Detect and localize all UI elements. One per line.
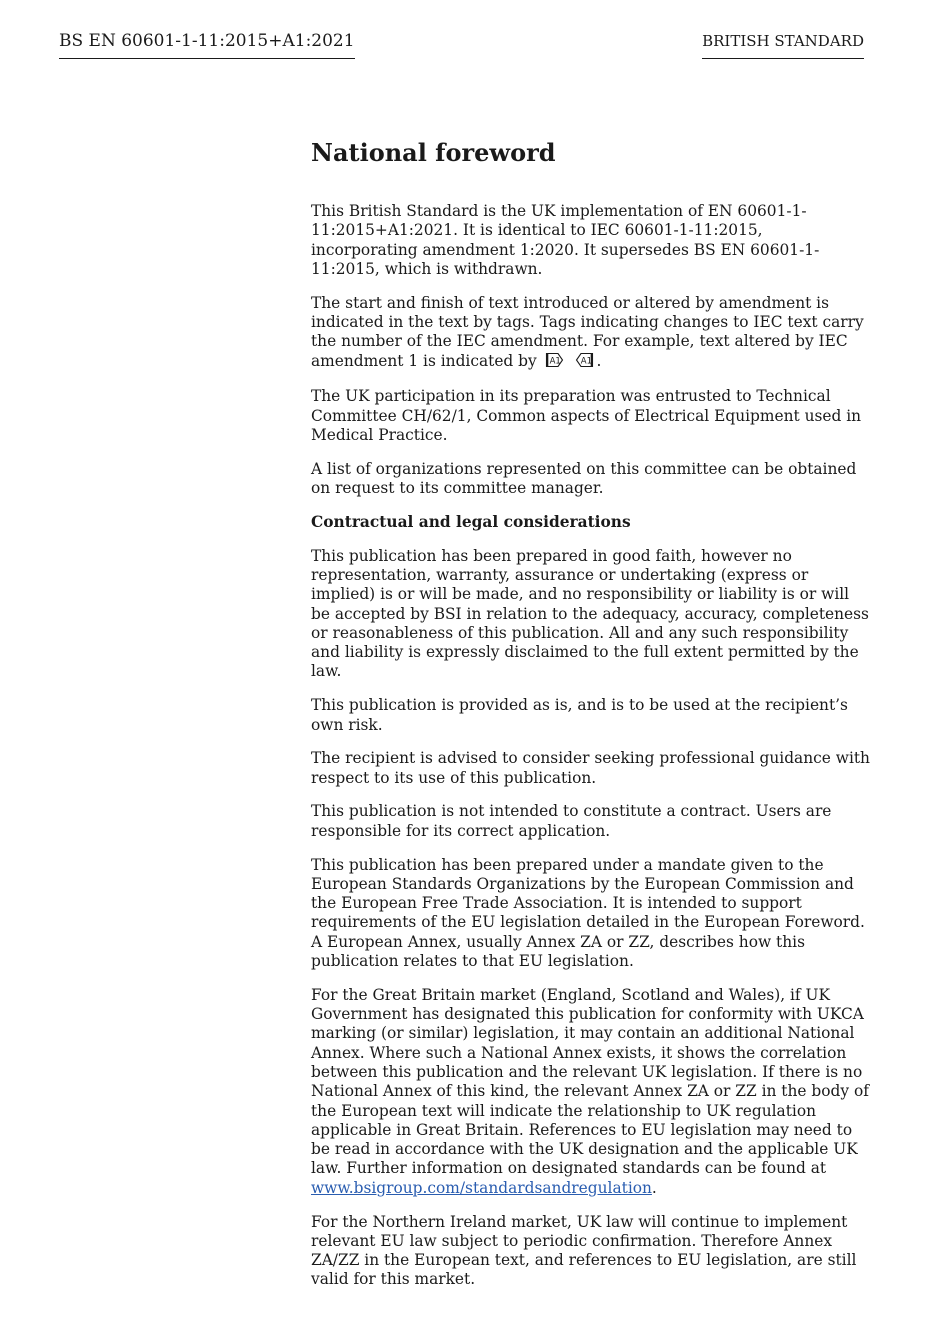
amendment-tags-end: . xyxy=(596,351,602,370)
amendment-open-tag-label: A1 xyxy=(549,356,561,367)
paragraph-northern-ireland: For the Northern Ireland market, UK law will continue to implement relevant EU law subject to periodic confirmation. Therefore Annex ZA/ZZ in the European text, and references to EU legislation, are still valid for this market. xyxy=(311,1212,857,1289)
amendment-open-tag-icon xyxy=(545,352,564,373)
amendment-close-tag-label: A1 xyxy=(580,356,592,367)
amendment-close-tag-icon xyxy=(575,352,594,373)
document-type: BRITISH STANDARD xyxy=(702,30,864,59)
foreword-body xyxy=(311,138,871,1304)
paragraph-guidance: The recipient is advised to consider seeking professional guidance with respect to its use of this publication. xyxy=(311,749,870,787)
paragraph-own-risk: This publication is provided as is, and is to be used at the recipient’s own risk. xyxy=(311,696,848,734)
paragraph-mandate: This publication has been prepared under a mandate given to the European Standards Organizations by the European Commission and the European Free Trade Association. It is intended to support requirements of the EU legislation detailed in the European Foreword. A European Annex, usually Annex ZA or ZZ, describes how this publication relates to that EU legislation. xyxy=(311,855,865,970)
paragraph-implementation: This British Standard is the UK implementation of EN 60601-1-11:2015+A1:2021. It is identical to IEC 60601-1-11:2015, incorporating amendment 1:2020. It supersedes BS EN 60601-1-11:2015, which is withdrawn. xyxy=(311,202,820,278)
bsi-standards-link[interactable]: www.bsigroup.com/standardsandregulation xyxy=(311,1178,652,1197)
paragraph-committee: The UK participation in its preparation was entrusted to Technical Committee CH/62/1, Common aspects of Electrical Equipment used in Medical Practice. xyxy=(311,387,862,444)
paragraph-amendment-tags xyxy=(311,294,871,373)
great-britain-end: . xyxy=(651,1178,657,1197)
paragraph-not-contract: This publication is not intended to constitute a contract. Users are responsible for its correct application. xyxy=(311,802,832,840)
document-id: BS EN 60601-1-11:2015+A1:2021 xyxy=(59,30,355,59)
page-title: National foreword xyxy=(311,138,556,167)
paragraph-good-faith: This publication has been prepared in good faith, however no representation, warranty, assurance or undertaking (express or implied) is or will be made, and no responsibility or liability is or will be accepted by BSI in relation to the adequacy, accuracy, completeness or reasonableness of this publication. All and any such responsibility and liability is expressly disclaimed to the full extent permitted by the law. xyxy=(311,546,869,681)
paragraph-great-britain xyxy=(311,986,871,1198)
paragraph-organizations: A list of organizations represented on this committee can be obtained on request to its committee manager. xyxy=(311,459,857,498)
great-britain-text: For the Great Britain market (England, Scotland and Wales), if UK Government has designated this publication for conformity with UKCA marking (or similar) legislation, it may contain an additional National Annex. Where such a National Annex exists, it shows the correlation between this publication and the relevant UK legislation. If there is no National Annex of this kind, the relevant Annex ZA or ZZ in the body of the European text will indicate the relationship to UK regulation applicable in Great Britain. References to EU legislation may need to be read in accordance with the UK designation and the applicable UK law. Further information on designated standards can be found at xyxy=(311,985,869,1178)
amendment-tags-text: The start and finish of text introduced or altered by amendment is indicated in the text by tags. Tags indicating changes to IEC text carry the number of the IEC amendment. For example, text altered by IEC amendment 1 is indicated by xyxy=(311,293,864,370)
section-heading: Contractual and legal considerations xyxy=(311,512,631,531)
